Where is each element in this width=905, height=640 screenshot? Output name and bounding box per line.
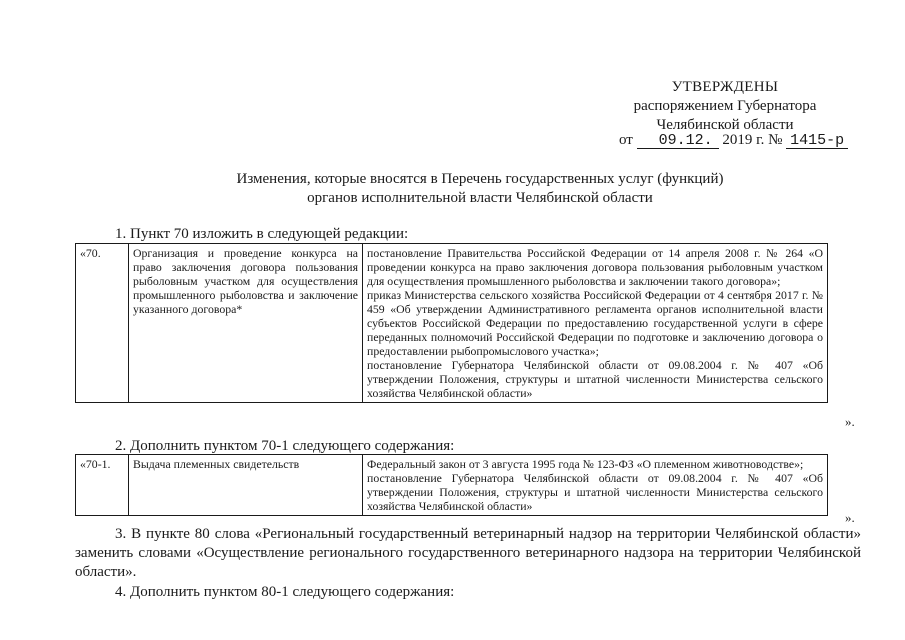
item2-law-2: постановление Губернатора Челябинской области от 09.08.2004 г. № 407 «Об утверждении Положения, структуры и штатной численности Министерства сельского хозяйства Челябинской области»: [367, 471, 823, 513]
item1-service-name: Организация и проведение конкурса на право заключения договора пользования рыболовным участком для осуществления промышленного рыболовства и заключение указанного договора*: [129, 244, 363, 403]
item1-heading: 1. Пункт 70 изложить в следующей редакции:: [115, 226, 409, 242]
approved-by-line: распоряжением Губернатора: [633, 98, 817, 114]
title-line-2: органов исполнительной власти Челябинской области: [307, 190, 653, 206]
item3-paragraph: 3. В пункте 80 слова «Региональный государственный ветеринарный надзор на территории Челябинской области» заменить словами «Осуществление регионального государственного ветеринарного надзора на территории Челябинской области».: [75, 526, 861, 580]
table-row: [76, 455, 828, 516]
item2-service-name: Выдача племенных свидетельств: [129, 455, 363, 516]
date-prefix: от: [619, 132, 633, 148]
item1-closing-quote: ».: [845, 414, 855, 429]
approved-region-line: Челябинской области: [656, 117, 794, 133]
item2-closing-quote: ».: [845, 510, 855, 525]
title-line-1: Изменения, которые вносятся в Перечень государственных услуг (функций): [236, 171, 724, 187]
item1-law-1: постановление Правительства Российской Федерации от 14 апреля 2008 г. № 264 «О проведении конкурса на право заключения договора пользования рыболовным участком для осуществления промышленного рыболовства и заключении такого договора»;: [367, 246, 823, 288]
item2-law-1: Федеральный закон от 3 августа 1995 года № 123-ФЗ «О племенном животноводстве»;: [367, 457, 804, 471]
table-row: [76, 244, 828, 403]
approval-block: [600, 78, 850, 135]
document-title: [160, 170, 800, 208]
item1-law-2: приказ Министерства сельского хозяйства Российской Федерации от 4 сентября 2017 г. № 459 «Об утверждении Административного регламента органов исполнительной власти субъектов Российской Федерации по предоставлению государственной услуги в сфере переданных полномочий Российской Федерации по подготовке и заключению договора о предоставлении рыбопромыслового участка»;: [367, 288, 823, 358]
approved-heading: УТВЕРЖДЕНЫ: [671, 79, 779, 95]
item1-law-3: постановление Губернатора Челябинской области от 09.08.2004 г. № 407 «Об утверждении Положения, структуры и штатной численности Министерства сельского хозяйства Челябинской области»: [367, 358, 823, 400]
item1-number: «70.: [76, 244, 129, 403]
item1-table: [75, 243, 828, 403]
order-year-number-label: 2019 г. №: [722, 132, 783, 148]
item2-legal-basis: [363, 455, 828, 516]
item4-heading: 4. Дополнить пунктом 80-1 следующего содержания:: [115, 584, 455, 600]
order-date: 09.12.: [658, 132, 713, 149]
item1-legal-basis: [363, 244, 828, 403]
order-number: 1415-р: [790, 132, 845, 149]
item2-number: «70-1.: [76, 455, 129, 516]
order-date-line: [619, 132, 848, 149]
item2-heading: 2. Дополнить пунктом 70-1 следующего содержания:: [115, 438, 455, 454]
item2-table: [75, 454, 828, 516]
